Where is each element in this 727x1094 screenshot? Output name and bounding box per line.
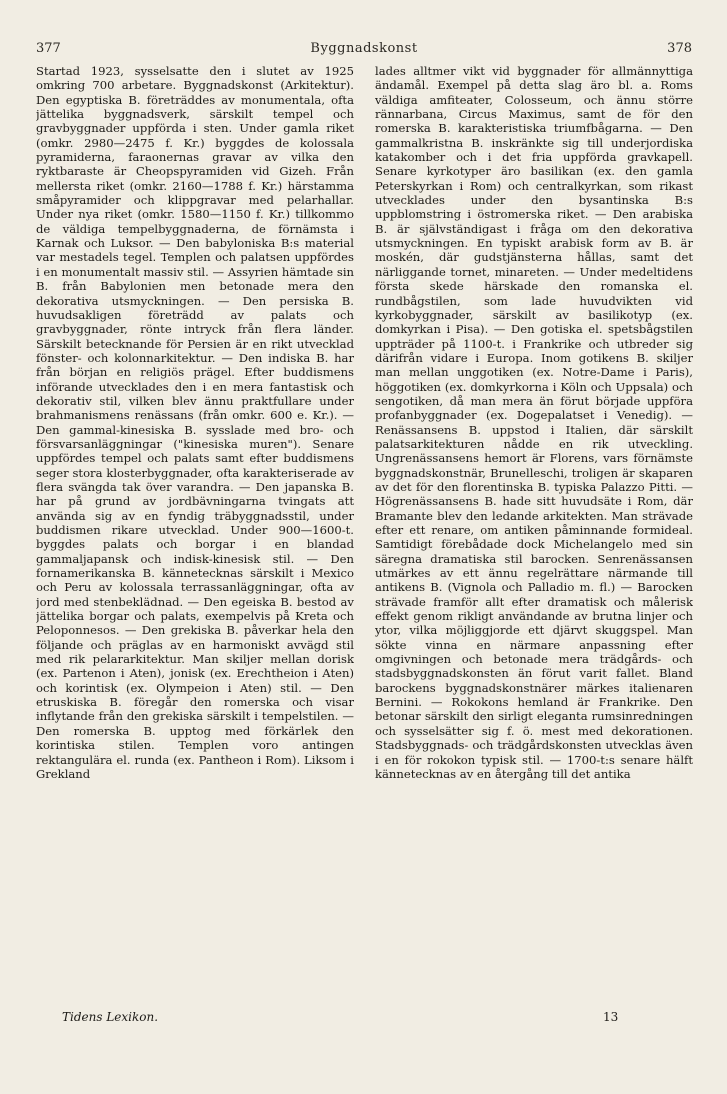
page-header: [36, 41, 692, 61]
page-number-left: 377: [36, 41, 61, 56]
signature-number: 13: [603, 1010, 619, 1024]
text-column-right: [375, 64, 693, 1004]
text-column-left: [36, 64, 354, 1004]
publication-footer: Tidens Lexikon.: [62, 1010, 159, 1024]
page-number-right: 378: [667, 41, 692, 56]
right-column-text: lades alltmer vikt vid byggnader för allmännyttiga ändamål. Exempel på detta slag äro bl. a. Roms väldiga amfiteater, Colosseum, och ännu större rännarbana, Circus Maximus, samt de för den romerska B. karakteristiska triumfbågarna. — Den gammalkristna B. inskränkte sig till underjordiska katakomber och i det fria uppförda gravkapell. Senare kyrkotyper äro basilikan (ex. den gamla Peterskyrkan i Rom) och centralkyrkan, som rikast utvecklades under den bysantinska B:s uppblomstring i östromerska riket. — Den arabiska B. är självständigast i fråga om den dekorativa utsmyckningen. En typiskt arabisk form av B. är moskén, där gudstjänsterna hållas, samt det närliggande tornet, minareten. — Under medeltidens första skede härskade den romanska el. rundbågstilen, som lade huvudvikten vid kyrkobyggnader, särskilt av basilikotyp (ex. domkyrkan i Pisa). — Den gotiska el. spetsbågstilen uppträder på 1100-t. i Frankrike och utbreder sig därifrån vidare i Europa. Inom gotikens B. skiljer man mellan unggotiken (ex. Notre-Dame i Paris), höggotiken (ex. domkyrkorna i Köln och Uppsala) och sengotiken, då man mera än förut började uppföra profanbyggnader (ex. Dogepalatset i Venedig). — Renässansens B. uppstod i Italien, där särskilt palatsarkitekturen nådde en rik utveckling. Ungrenässansens hemort är Florens, vars förnämste byggnadskonstnär, Brunelleschi, troligen är skaparen av det för den florentinska B. typiska Palazzo Pitti. — Högrenässansens B. hade sitt huvudsäte i Rom, där Bramante blev den ledande arkitekten. Man strävade efter ett renare, om antiken påminnande formideal. Samtidigt förebådade dock Michelangelo med sin säregna dramatiska stil barocken. Senrenässansen utmärkes av ett ännu regelrättare närmande till antikens B. (Vignola och Palladio m. fl.) — Barocken strävade framför allt efter dramatisk och målerisk effekt genom rikligt användande av brutna linjer och ytor, vilka möjliggjorde ett djärvt skuggspel. Man sökte vinna en närmare anpassning efter omgivningen och betonade mera trädgårds- och stadsbyggnadskonsten än förut varit fallet. Bland barockens byggnadskonstnärer märkes italienaren Bernini. — Rokokons hemland är Frankrike. Den betonar särskilt den sirligt eleganta rumsinredningen och sysselsätter sig f. ö. mest med dekorationen. Stadsbyggnads- och trädgårdskonsten utvecklas även i en för rokokon typisk stil. — 1700-t:s senare hälft kännetecknas av en återgång till det antika: [375, 64, 693, 781]
running-head: Byggnadskonst: [310, 41, 418, 56]
left-column-text: Startad 1923, sysselsatte den i slutet av 1925 omkring 700 arbetare. Byggnadskonst (Arkitektur). Den egyptiska B. företräddes av monumentala, ofta jättelika byggnadsverk, särskilt tempel och gravbyggnader uppförda i sten. Under gamla riket (omkr. 2980—2475 f. Kr.) byggdes de kolossala pyramiderna, faraonernas gravar av vilka den ryktbaraste är Cheopspyramiden vid Gizeh. Från mellersta riket (omkr. 2160—1788 f. Kr.) härstamma småpyramider och klippgravar med pelarhallar. Under nya riket (omkr. 1580—1150 f. Kr.) tillkommo de väldiga tempelbyggnaderna, de förnämsta i Karnak och Luksor. — Den babyloniska B:s material var mestadels tegel. Templen och palatsen uppfördes i en monumentalt massiv stil. — Assyrien hämtade sin B. från Babylonien men betonade mera den dekorativa utsmyckningen. — Den persiska B. huvudsakligen företrädd av palats och gravbyggnader, rönte intryck från flera länder. Särskilt betecknande för Persien är en rikt utvecklad fönster- och kolonnarkitektur. — Den indiska B. har från början en religiös prägel. Efter buddismens införande utvecklades den i en mera fantastisk och dekorativ stil, vilken blev ännu praktfullare under brahmanismens renässans (från omkr. 600 e. Kr.). — Den gammal-kinesiska B. sysslade med bro- och försvarsanläggningar ("kinesiska muren"). Senare uppfördes tempel och palats samt efter buddismens seger stora klosterbyggnader, ofta karakteriserade av flera svängda tak över varandra. — Den japanska B. har på grund av jordbävningarna tvingats att använda sig av en fyndig träbyggnadsstil, under buddismen rikare utvecklad. Under 900—1600-t. byggdes palats och borgar i en blandad gammaljapansk och indisk-kinesisk stil. — Den fornamerikanska B. kännetecknas särskilt i Mexico och Peru av kolossala terrassanläggningar, ofta av jord med stenbeklädnad. — Den egeiska B. bestod av jättelika borgar och palats, exempelvis på Kreta och Peloponnesos. — Den grekiska B. påverkar hela den följande och präglas av en harmoniskt avvägd stil med rik pelararkitektur. Man skiljer mellan dorisk (ex. Partenon i Aten), jonisk (ex. Erechtheion i Aten) och korintisk (ex. Olympeion i Aten) stil. — Den etruskiska B. föregår den romerska och visar inflytande från den grekiska särskilt i tempelstilen. — Den romerska B. upptog med förkärlek den korintiska stilen. Templen voro antingen rektangulära el. runda (ex. Pantheon i Rom). Liksom i Grekland: [36, 64, 354, 781]
